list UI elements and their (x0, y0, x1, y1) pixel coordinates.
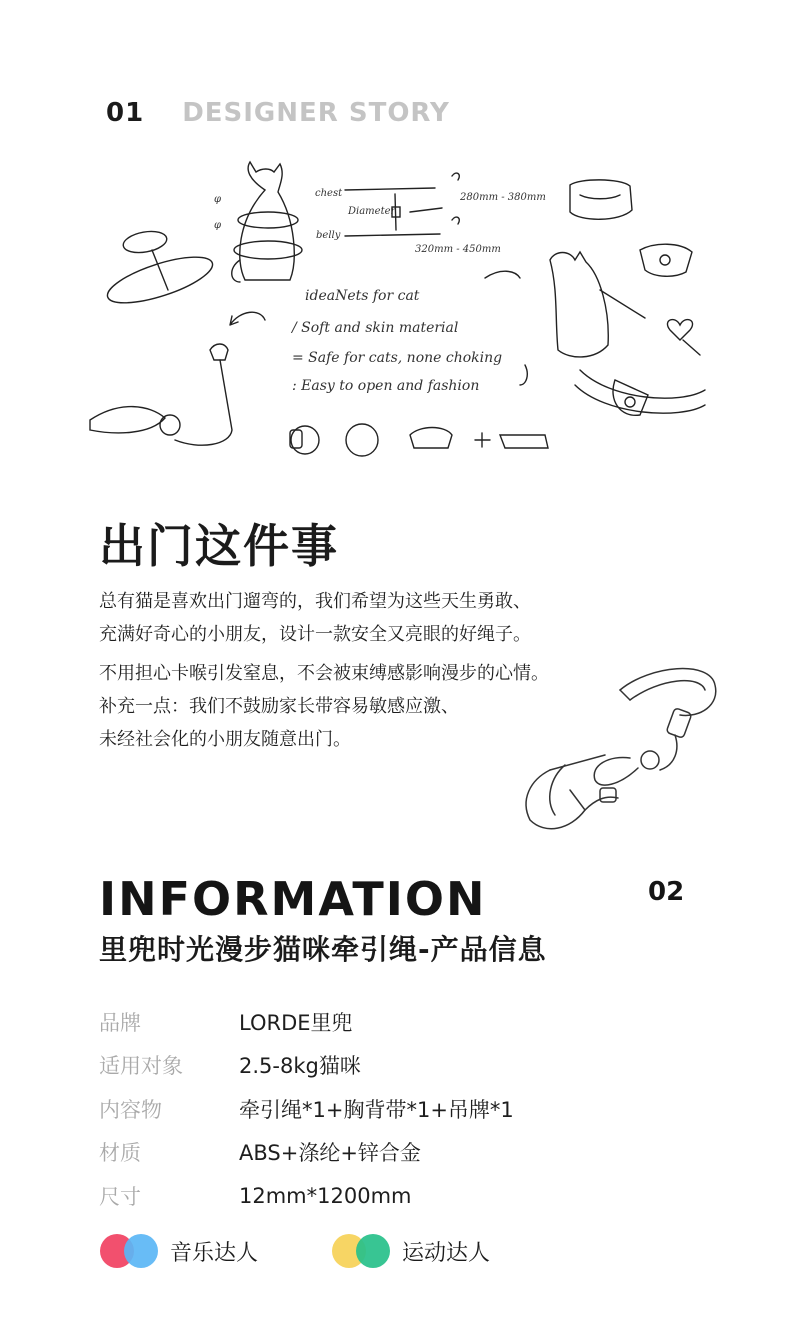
story-line: 总有猫是喜欢出门遛弯的，我们希望为这些天生勇敢、 (99, 591, 531, 612)
harness-sketch-illustration (510, 660, 725, 835)
story-line: 未经社会化的小朋友随意出门。 (99, 729, 351, 750)
spec-value: LORDE里兜 (239, 1010, 353, 1035)
colorway-label: 运动达人 (402, 1240, 491, 1266)
product-info-subtitle: 里兜时光漫步猫咪牵引绳-产品信息 (99, 933, 547, 966)
story-title: 出门这件事 (99, 519, 339, 573)
spec-row-brand (99, 1000, 699, 1044)
colorway-music[interactable] (100, 1234, 258, 1268)
spec-table (99, 1000, 699, 1218)
diameter-label: Diameter (348, 206, 396, 217)
section-number: 02 (648, 877, 685, 907)
spec-key: 尺寸 (99, 1184, 141, 1209)
story-paragraph-1 (99, 585, 619, 651)
spec-key: 品牌 (99, 1010, 141, 1035)
story-line: 充满好奇心的小朋友，设计一款安全又亮眼的好绳子。 (99, 624, 531, 645)
design-sketch-illustration (80, 150, 710, 470)
colorway-list (100, 1234, 564, 1268)
spec-row-size (99, 1174, 699, 1218)
spec-value: 2.5-8kg猫咪 (239, 1054, 361, 1079)
note-2: / Soft and skin material (292, 320, 459, 336)
spec-row-target (99, 1044, 699, 1088)
size-2: 320mm - 450mm (415, 244, 501, 255)
swatch-dot (124, 1234, 158, 1268)
spec-key: 材质 (99, 1141, 141, 1166)
spec-row-material (99, 1131, 699, 1175)
story-line: 补充一点：我们不鼓励家长带容易敏感应激、 (99, 696, 459, 717)
section-number: 01 (106, 98, 145, 128)
belly-label: belly (316, 230, 341, 241)
spec-row-contents (99, 1087, 699, 1131)
spec-key: 内容物 (99, 1097, 162, 1122)
svg-text:φ: φ (214, 194, 222, 205)
swatch-dot (356, 1234, 390, 1268)
spec-value: 牵引绳*1+胸背带*1+吊牌*1 (239, 1097, 514, 1122)
spec-value: ABS+涤纶+锌合金 (239, 1141, 421, 1166)
colorway-label: 音乐达人 (170, 1240, 259, 1266)
color-swatch (332, 1234, 390, 1268)
chest-label: chest (315, 188, 343, 199)
size-1: 280mm - 380mm (460, 192, 546, 203)
colorway-sport[interactable] (332, 1234, 490, 1268)
story-line: 不用担心卡喉引发窒息，不会被束缚感影响漫步的心情。 (99, 663, 549, 684)
note-1: ideaNets for cat (305, 288, 420, 304)
svg-text:φ: φ (214, 220, 222, 231)
note-3: = Safe for cats, none choking (292, 350, 503, 366)
section-header-designer-story (106, 98, 450, 128)
color-swatch (100, 1234, 158, 1268)
spec-value: 12mm*1200mm (239, 1183, 412, 1208)
section-title: DESIGNER STORY (182, 98, 450, 128)
spec-key: 适用对象 (99, 1054, 183, 1079)
note-4: : Easy to open and fashion (292, 378, 480, 394)
information-title: INFORMATION (99, 872, 487, 926)
